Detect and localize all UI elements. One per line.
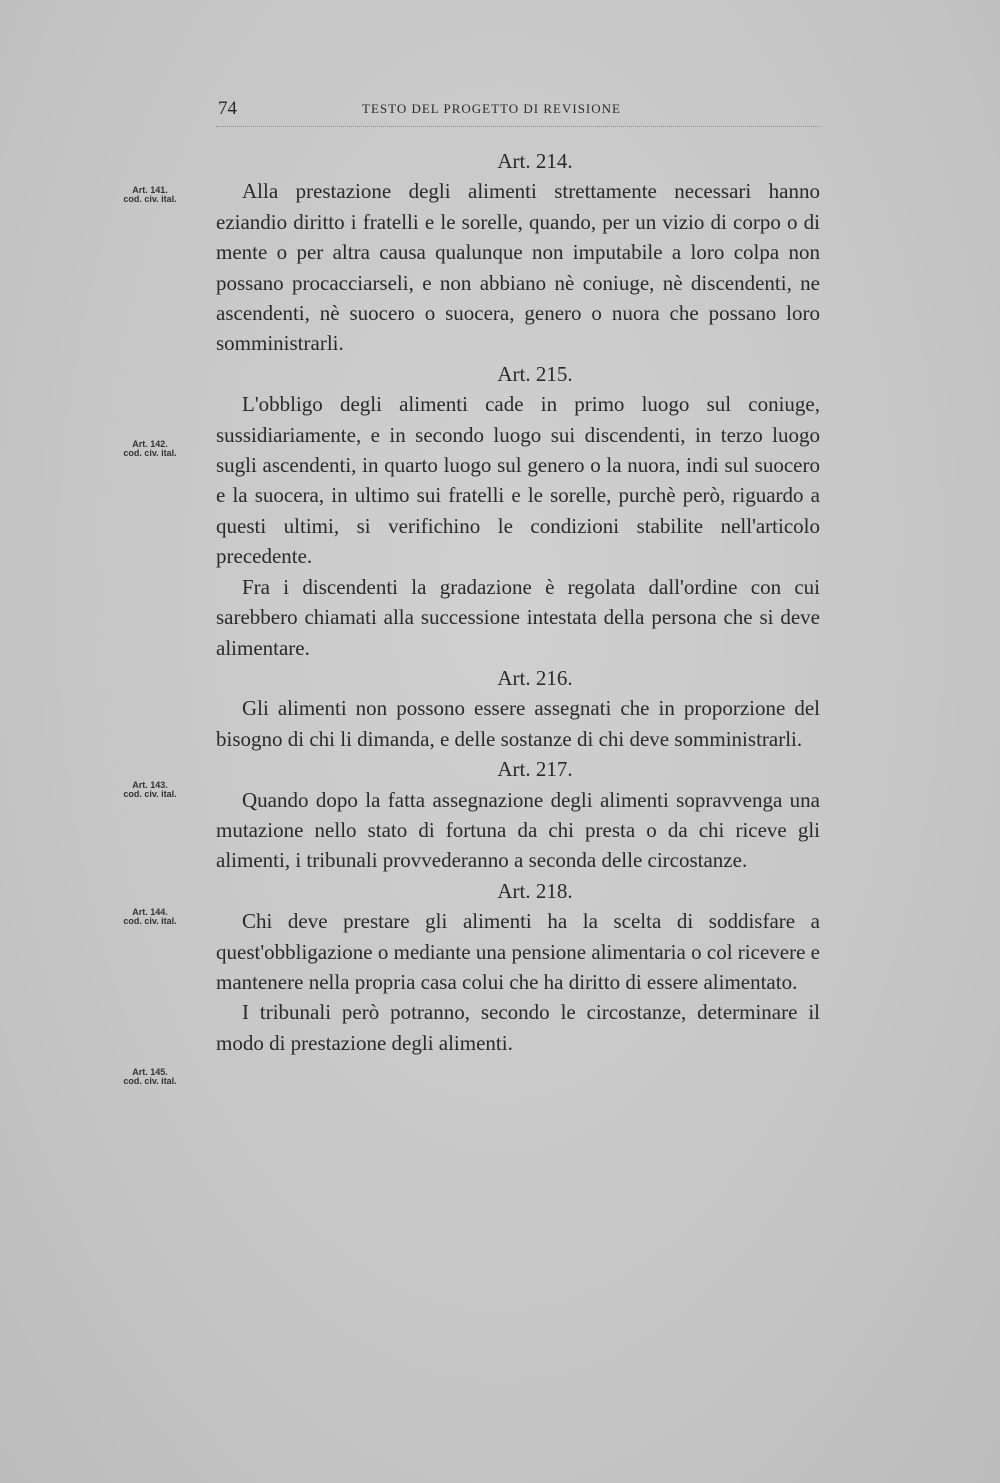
- article-paragraph: Alla prestazione degli alimenti strettamente necessari hanno eziandio diritto i fratelli e le sorelle, quando, per un vizio di corpo o di mente o per altra causa qualunque non imputabile a loro colpa non possano procacciarseli, e non abbiano nè coniuge, nè discendenti, ne ascendenti, nè suocero o suocera, genero o nuora che possano loro somministrarli.: [216, 179, 820, 356]
- margin-note-art-217: [104, 908, 196, 926]
- article-paragraph: Fra i discendenti la gradazione è regolata dall'ordine con cui sarebbero chiamati alla successione intestata della persona che si deve alimentare.: [216, 574, 820, 660]
- article-paragraph: I tribunali però potranno, secondo le circostanze, determinare il modo di prestazione degli alimenti.: [216, 1000, 820, 1055]
- margin-note-article: Art. 143.: [132, 780, 168, 790]
- article-215: [216, 359, 820, 663]
- article-paragraph: L'obbligo degli alimenti cade in primo luogo sul coniuge, sussidiariamente, e in secondo luogo sui discendenti, in terzo luogo sugli ascendenti, in quarto luogo sul genero o la nuora, indi sul suocero e la suocera, in ultimo sui fratelli e le sorelle, purchè però, riguardo a questi ultimi, si verifichino le condizioni stabilite nell'articolo precedente.: [216, 392, 820, 569]
- margin-note-code: cod. civ. ital.: [123, 916, 177, 926]
- article-title: Art. 218.: [497, 878, 573, 903]
- article-paragraph: Gli alimenti non possono essere assegnati che in proporzione del bisogno di chi li dimanda, e delle sostanze di chi deve somministrarli.: [216, 696, 820, 751]
- margin-note-code: cod. civ. ital.: [123, 1076, 177, 1086]
- running-header: [216, 96, 820, 127]
- margin-note-art-214: [104, 186, 196, 204]
- main-text: [216, 146, 820, 1058]
- article-title: Art. 217.: [497, 757, 573, 782]
- article-218: [216, 876, 820, 1058]
- margin-note-art-216: [104, 781, 196, 799]
- article-paragraph: Chi deve prestare gli alimenti ha la scelta di soddisfare a quest'obbligazione o mediante una pensione alimentaria o col ricevere e mantenere nella propria casa colui che ha diritto di essere alimentato.: [216, 909, 820, 994]
- article-216: [216, 663, 820, 754]
- article-217: [216, 754, 820, 876]
- article-214: [216, 146, 820, 359]
- margin-note-art-215: [104, 440, 196, 458]
- margin-note-code: cod. civ. ital.: [123, 194, 177, 204]
- margin-note-article: Art. 144.: [132, 907, 168, 917]
- page-number: 74: [218, 98, 237, 119]
- article-title: Art. 214.: [497, 149, 573, 173]
- margin-note-code: cod. civ. ital.: [123, 789, 177, 799]
- margin-note-code: cod. civ. ital.: [123, 448, 177, 458]
- margin-note-art-218: [104, 1068, 196, 1086]
- margin-note-article: Art. 141.: [132, 185, 168, 195]
- running-title: TESTO DEL PROGETTO DI REVISIONE: [362, 101, 621, 116]
- margin-note-article: Art. 145.: [132, 1067, 168, 1077]
- article-paragraph: Quando dopo la fatta assegnazione degli alimenti sopravvenga una mutazione nello stato di fortuna da chi presta o da chi riceve gli alimenti, i tribunali provvederanno a seconda delle circostanze.: [216, 787, 820, 873]
- article-title: Art. 215.: [497, 361, 573, 386]
- margin-note-article: Art. 142.: [132, 439, 168, 449]
- article-title: Art. 216.: [497, 665, 573, 690]
